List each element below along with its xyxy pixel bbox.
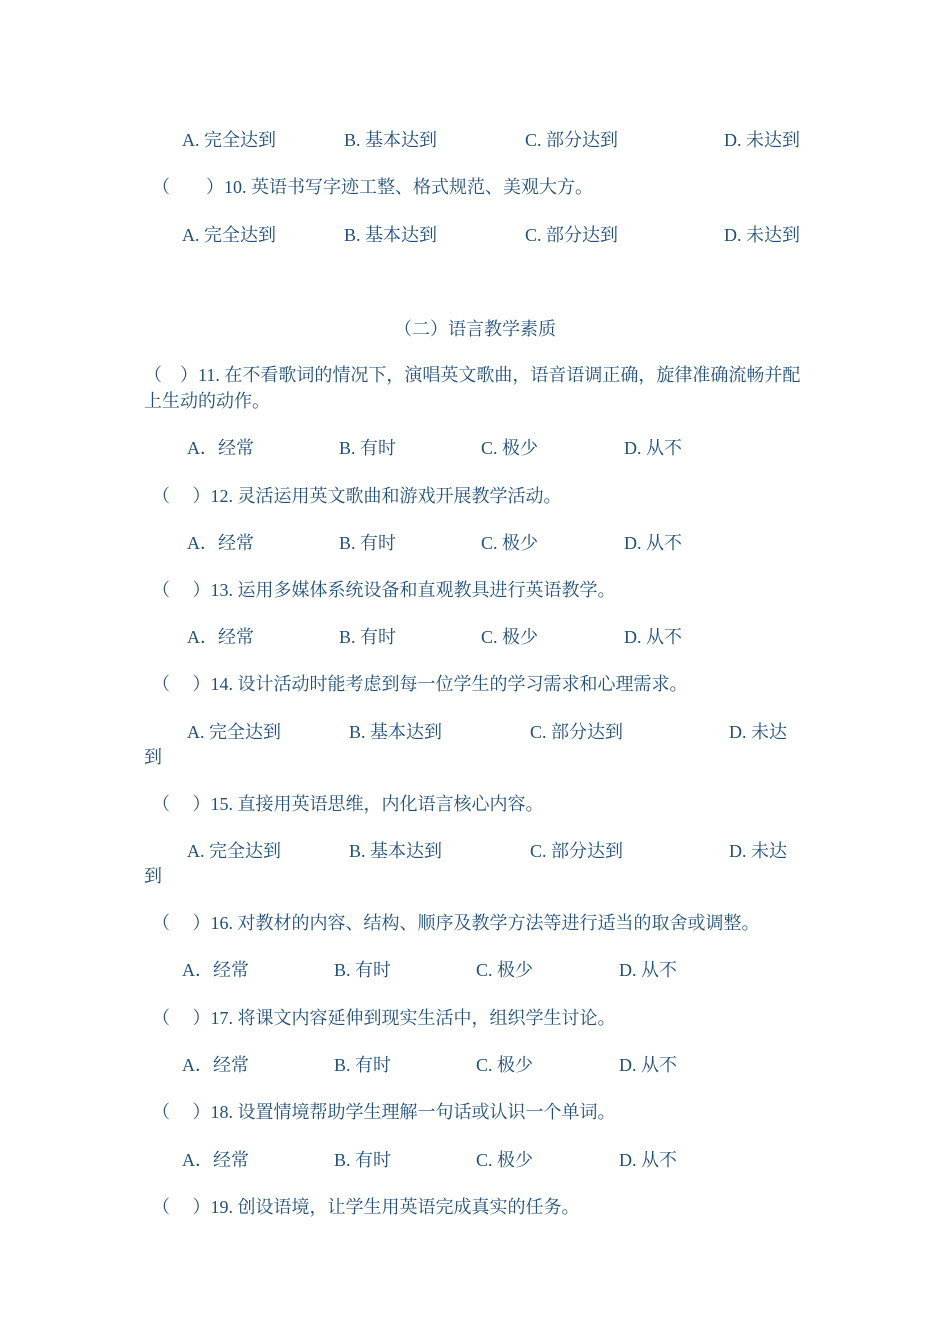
question-11: （ ）11. 在不看歌词的情况下，演唱英文歌曲，语音语调正确，旋律准确流畅并配上生动的动作。: [144, 365, 801, 411]
answer-blank: （ ）: [152, 674, 211, 694]
question-18: [152, 1098, 616, 1124]
q15-option-c: C. 部分达到: [530, 841, 624, 861]
q13-option-b: B. 有时: [339, 627, 397, 647]
answer-blank: （ ）: [152, 1102, 211, 1122]
q17-option-b: B. 有时: [334, 1055, 392, 1075]
q15-option-d-wrap: 到: [144, 866, 162, 886]
q13-option-c: C. 极少: [481, 627, 539, 647]
q13-option-a: A．经常: [187, 627, 254, 647]
section-title: （二）语言教学素质: [394, 319, 556, 339]
q15-option-a: A. 完全达到: [187, 841, 281, 861]
q16-option-a: A．经常: [182, 960, 249, 980]
q10-option-d: D. 未达到: [724, 225, 800, 245]
q11-option-b: B. 有时: [339, 438, 397, 458]
answer-blank: （ ）: [152, 177, 224, 197]
q15-option-d: D. 未达: [729, 841, 787, 861]
question-10: [152, 173, 593, 199]
question-text: 13. 运用多媒体系统设备和直观教具进行英语教学。: [210, 580, 616, 600]
question-text: 14. 设计活动时能考虑到每一位学生的学习需求和心理需求。: [210, 674, 688, 694]
q9-option-d: D. 未达到: [724, 130, 800, 150]
q10-option-b: B. 基本达到: [344, 225, 438, 245]
q18-option-a: A．经常: [182, 1150, 249, 1170]
question-text: 10. 英语书写字迹工整、格式规范、美观大方。: [224, 177, 593, 197]
answer-blank: （ ）: [152, 486, 211, 506]
q9-option-a: A. 完全达到: [182, 130, 276, 150]
q17-option-c: C. 极少: [476, 1055, 534, 1075]
q12-option-d: D. 从不: [624, 533, 682, 553]
q14-option-b: B. 基本达到: [349, 722, 443, 742]
q16-option-d: D. 从不: [619, 960, 677, 980]
q16-option-c: C. 极少: [476, 960, 534, 980]
answer-blank: （ ）: [152, 1197, 211, 1217]
q11-option-d: D. 从不: [624, 438, 682, 458]
q17-option-d: D. 从不: [619, 1055, 677, 1075]
question-13: [152, 576, 616, 602]
q11-option-c: C. 极少: [481, 438, 539, 458]
q14-option-c: C. 部分达到: [530, 722, 624, 742]
q14-option-d-wrap: 到: [144, 747, 162, 767]
answer-blank: （ ）: [152, 794, 211, 814]
q10-option-a: A. 完全达到: [182, 225, 276, 245]
answer-blank: （ ）: [152, 1008, 211, 1028]
question-text: 17. 将课文内容延伸到现实生活中，组织学生讨论。: [210, 1008, 616, 1028]
question-15: [152, 790, 544, 816]
q17-option-a: A．经常: [182, 1055, 249, 1075]
answer-blank: （ ）: [152, 580, 211, 600]
answer-blank: （ ）: [152, 913, 211, 933]
q12-option-c: C. 极少: [481, 533, 539, 553]
question-12: [152, 482, 562, 508]
question-text: 16. 对教材的内容、结构、顺序及教学方法等进行适当的取舍或调整。: [210, 913, 760, 933]
question-14: [152, 670, 688, 696]
q12-option-a: A．经常: [187, 533, 254, 553]
question-text: 12. 灵活运用英文歌曲和游戏开展教学活动。: [210, 486, 562, 506]
q18-option-c: C. 极少: [476, 1150, 534, 1170]
q9-option-b: B. 基本达到: [344, 130, 438, 150]
q18-option-d: D. 从不: [619, 1150, 677, 1170]
q14-option-d: D. 未达: [729, 722, 787, 742]
question-19: [152, 1193, 580, 1219]
question-text: 19. 创设语境，让学生用英语完成真实的任务。: [210, 1197, 580, 1217]
question-17: [152, 1004, 616, 1030]
q16-option-b: B. 有时: [334, 960, 392, 980]
q13-option-d: D. 从不: [624, 627, 682, 647]
q14-option-a: A. 完全达到: [187, 722, 281, 742]
q18-option-b: B. 有时: [334, 1150, 392, 1170]
question-text: 15. 直接用英语思维，内化语言核心内容。: [210, 794, 544, 814]
q15-option-b: B. 基本达到: [349, 841, 443, 861]
question-16: [152, 909, 760, 935]
question-text: 18. 设置情境帮助学生理解一句话或认识一个单词。: [210, 1102, 616, 1122]
q9-option-c: C. 部分达到: [525, 130, 619, 150]
q12-option-b: B. 有时: [339, 533, 397, 553]
q11-option-a: A．经常: [187, 438, 254, 458]
q10-option-c: C. 部分达到: [525, 225, 619, 245]
